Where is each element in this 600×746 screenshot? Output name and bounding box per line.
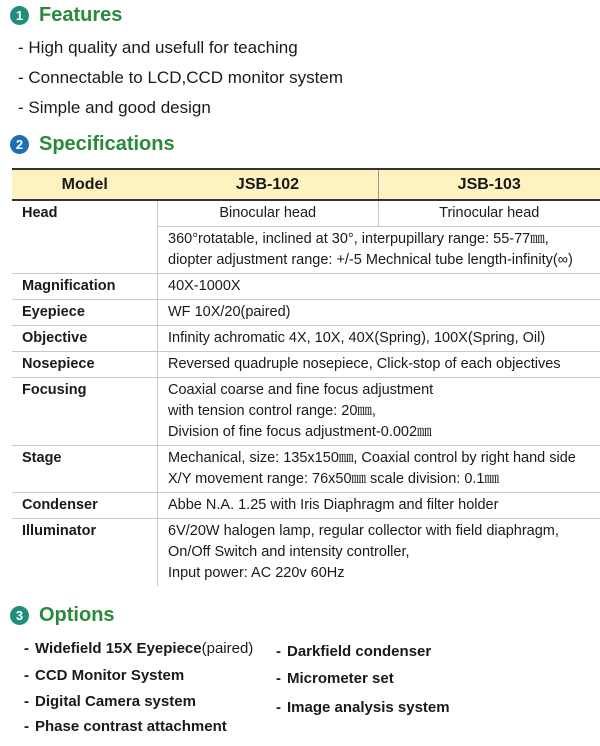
head-col-jsb-102: Binocular head — [158, 200, 379, 227]
option-text: Phase contrast attachment — [35, 718, 227, 735]
option-item — [24, 718, 227, 735]
value-line: Mechanical, size: 135x150㎜, Coaxial control by right hand side — [168, 450, 576, 466]
eyepiece-value: WF 10X/20(paired) — [158, 300, 600, 326]
features-heading — [10, 4, 122, 27]
objective-value: Infinity achromatic 4X, 10X, 40X(Spring), 100X(Spring, Oil) — [158, 326, 600, 352]
table-row — [12, 300, 600, 326]
value-line: 6V/20W halogen lamp, regular collector with field diaphragm, — [168, 523, 559, 539]
option-item — [24, 693, 196, 710]
option-item — [24, 640, 253, 657]
value-line: diopter adjustment range: +/-5 Mechnical tube length-infinity(∞) — [168, 252, 573, 268]
table-row — [12, 274, 600, 300]
feature-item: - Simple and good design — [18, 98, 211, 117]
table-row — [12, 519, 600, 587]
magnification-value: 40X-1000X — [158, 274, 600, 300]
specifications-table — [12, 168, 600, 586]
specifications-title: Specifications — [39, 133, 175, 155]
condenser-value: Abbe N.A. 1.25 with Iris Diaphragm and filter holder — [158, 493, 600, 519]
row-label-focusing: Focusing — [12, 378, 158, 446]
dash: - — [24, 640, 29, 657]
dash: - — [276, 643, 281, 660]
nosepiece-value: Reversed quadruple nosepiece, Click-stop of each objectives — [158, 352, 600, 378]
value-line: with tension control range: 20㎜, — [168, 403, 376, 419]
row-label-illuminator: Illuminator — [12, 519, 158, 587]
row-label-stage: Stage — [12, 446, 158, 493]
option-text: Image analysis system — [287, 699, 450, 716]
option-text: Darkfield condenser — [287, 643, 432, 660]
table-row — [12, 446, 600, 493]
option-item — [276, 643, 431, 660]
option-suffix: (paired) — [201, 640, 254, 657]
feature-item: - High quality and usefull for teaching — [18, 38, 298, 57]
value-line: On/Off Switch and intensity controller, — [168, 544, 410, 560]
head-common-value — [158, 227, 600, 274]
option-text: CCD Monitor System — [35, 667, 185, 684]
specifications-heading — [10, 133, 175, 156]
table-row — [12, 378, 600, 446]
table-row — [12, 326, 600, 352]
value-line: 360°rotatable, inclined at 30°, interpupillary range: 55-77㎜, — [168, 231, 549, 247]
illuminator-value — [158, 519, 600, 587]
value-line: Input power: AC 220v 60Hz — [168, 565, 345, 581]
options-heading — [10, 604, 115, 627]
dash: - — [24, 667, 29, 684]
options-title: Options — [39, 604, 115, 626]
dash: - — [276, 699, 281, 716]
header-jsb-102: JSB-102 — [158, 169, 379, 200]
row-label-head: Head — [12, 200, 158, 274]
row-label-magnification: Magnification — [12, 274, 158, 300]
value-line: Coaxial coarse and fine focus adjustment — [168, 382, 434, 398]
option-text: Micrometer set — [287, 670, 394, 687]
row-label-condenser: Condenser — [12, 493, 158, 519]
focusing-value — [158, 378, 600, 446]
features-title: Features — [39, 4, 123, 26]
row-label-nosepiece: Nosepiece — [12, 352, 158, 378]
table-row — [12, 493, 600, 519]
header-jsb-103: JSB-103 — [378, 169, 600, 200]
option-item — [24, 667, 184, 684]
table-header-row — [12, 169, 600, 200]
head-col-jsb-103: Trinocular head — [378, 200, 600, 227]
value-line: X/Y movement range: 76x50㎜ scale division: 0.1㎜ — [168, 471, 499, 487]
feature-item: - Connectable to LCD,CCD monitor system — [18, 68, 344, 87]
number-one-icon: 1 — [10, 6, 29, 25]
option-item — [276, 699, 450, 716]
table-row — [12, 200, 600, 227]
option-text: Digital Camera system — [35, 693, 196, 710]
table-row — [12, 352, 600, 378]
header-model: Model — [12, 169, 158, 200]
number-two-icon: 2 — [10, 135, 29, 154]
dash: - — [276, 670, 281, 687]
row-label-eyepiece: Eyepiece — [12, 300, 158, 326]
dash: - — [24, 693, 29, 710]
value-line: Division of fine focus adjustment-0.002㎜ — [168, 424, 432, 440]
option-text: Widefield 15X Eyepiece — [35, 640, 202, 657]
stage-value — [158, 446, 600, 493]
number-three-icon: 3 — [10, 606, 29, 625]
dash: - — [24, 718, 29, 735]
option-item — [276, 670, 394, 687]
row-label-objective: Objective — [12, 326, 158, 352]
